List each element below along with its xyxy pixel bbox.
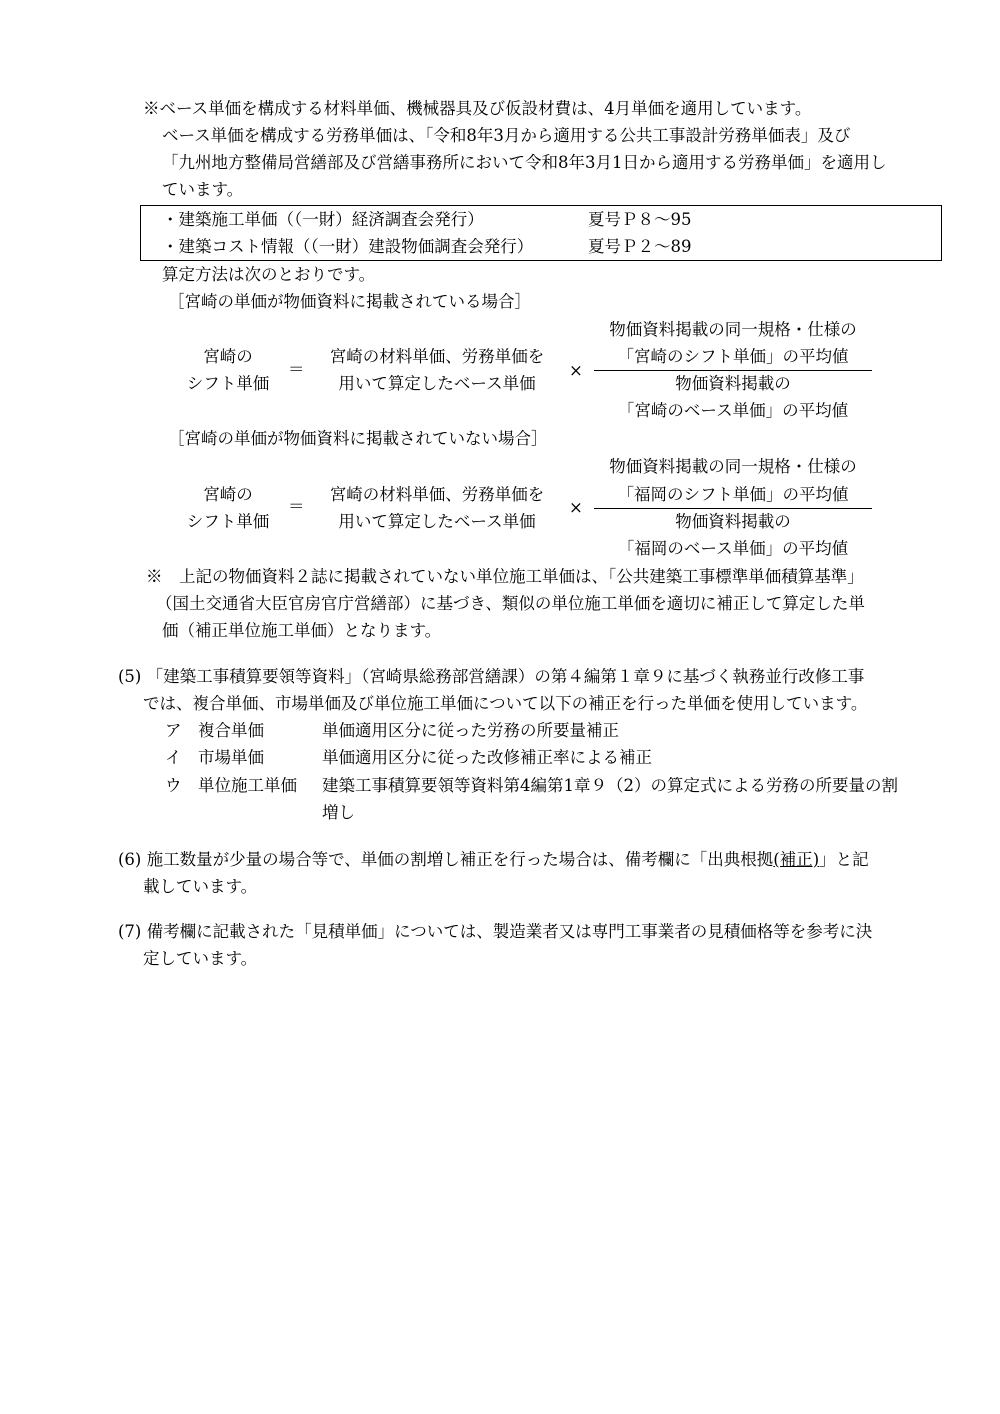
reference-value-2: 夏号Ｐ２～89	[588, 237, 692, 256]
case1-lhs-line1: 宮崎の	[203, 347, 253, 366]
item6-underlined-text: (補正)	[773, 850, 820, 869]
item5-sub-a-desc: 単価適用区分に従った労務の所要量補正	[322, 721, 619, 740]
case1-fraction-bar	[594, 370, 872, 371]
case1-title: ［宮崎の単価が物価資料に掲載されている場合］	[168, 292, 531, 311]
case2-times: ×	[569, 498, 583, 517]
item7-line-1: (7) 備考欄に記載された「見積単価」については、製造業者又は専門工事業者の見積価格等を参考に決	[118, 922, 873, 941]
intro-line-1: ※ベース単価を構成する材料単価、機械器具及び仮設材費は、4月単価を適用しています。	[143, 99, 812, 118]
case1-numerator-line1: 物価資料掲載の同一規格・仕様の	[609, 320, 857, 339]
case2-fraction-bar	[594, 508, 872, 509]
item5-line-1: (5) 「建築工事積算要領等資料」（宮崎県総務部営繕課）の第４編第１章９に基づく執務並行改修工事	[118, 667, 865, 686]
item6-line-1	[118, 850, 869, 870]
case2-lhs-line2: シフト単価	[186, 512, 270, 531]
case1-mid-line1: 宮崎の材料単価、労務単価を	[329, 347, 545, 366]
reference-label-1: ・建築施工単価（（一財）経済調査会発行）	[162, 210, 484, 229]
item5-sub-u-name: 単位施工単価	[198, 776, 297, 795]
case2-numerator-line2: 「福岡のシフト単価」の平均値	[617, 485, 849, 504]
case2-title: ［宮崎の単価が物価資料に掲載されていない場合］	[168, 429, 548, 448]
item5-sub-a-name: 複合単価	[198, 721, 264, 740]
case2-numerator-line1: 物価資料掲載の同一規格・仕様の	[609, 457, 857, 476]
item7-line-2: 定しています。	[143, 949, 258, 968]
intro-line-2: ベース単価を構成する労務単価は、「令和8年3月から適用する公共工事設計労務単価表」及び	[162, 126, 851, 145]
case1-numerator-line2: 「宮崎のシフト単価」の平均値	[617, 347, 849, 366]
case1-equals: ＝	[288, 360, 305, 379]
case2-lhs-line1: 宮崎の	[203, 485, 253, 504]
reference-label-2: ・建築コスト情報（（一財）建設物価調査会発行）	[162, 237, 534, 256]
case2-equals: ＝	[288, 497, 305, 516]
case2-mid-line1: 宮崎の材料単価、労務単価を	[329, 485, 545, 504]
note-line-3: 価（補正単位施工単価）となります。	[162, 621, 442, 640]
item6-text-b: 」と記	[819, 850, 869, 869]
case2-mid-line2: 用いて算定したベース単価	[338, 512, 536, 531]
item5-sub-u-desc-cont: 増し	[322, 803, 355, 822]
case1-lhs-line2: シフト単価	[186, 374, 270, 393]
reference-value-1: 夏号Ｐ８～95	[588, 210, 692, 229]
item5-sub-i-desc: 単価適用区分に従った改修補正率による補正	[322, 748, 652, 767]
case2-denominator-line1: 物価資料掲載の	[675, 512, 791, 531]
intro-line-4: ています。	[162, 180, 244, 199]
method-heading: 算定方法は次のとおりです。	[162, 265, 376, 284]
case1-times: ×	[569, 361, 583, 380]
item5-sub-u-desc: 建築工事積算要領等資料第4編第1章９（2）の算定式による労務の所要量の割	[322, 776, 898, 795]
case1-mid-line2: 用いて算定したベース単価	[338, 374, 536, 393]
item5-sub-i-name: 市場単価	[198, 748, 264, 767]
intro-line-3: 「九州地方整備局営繕部及び営繕事務所において令和8年3月1日から適用する労務単価」を適用し	[162, 153, 887, 172]
item5-sub-a-mark: ア	[165, 721, 182, 740]
note-line-2: （国土交通省大臣官房官庁営繕部）に基づき、類似の単位施工単価を適切に補正して算定した単	[156, 594, 865, 613]
item5-line-2: では、複合単価、市場単価及び単位施工単価について以下の補正を行った単価を使用しています。	[143, 694, 868, 713]
item5-sub-u-mark: ウ	[165, 776, 182, 795]
case1-denominator-line1: 物価資料掲載の	[675, 374, 791, 393]
item6-line-2: 載しています。	[143, 877, 258, 896]
case2-denominator-line2: 「福岡のベース単価」の平均値	[617, 539, 849, 558]
item6-text-a: (6) 施工数量が少量の場合等で、単価の割増し補正を行った場合は、備考欄に「出典根拠	[118, 850, 774, 869]
case1-denominator-line2: 「宮崎のベース単価」の平均値	[617, 401, 849, 420]
note-line-1: ※ 上記の物価資料２誌に掲載されていない単位施工単価は、「公共建築工事標準単価積算基準」	[146, 567, 864, 586]
item5-sub-i-mark: イ	[165, 748, 182, 767]
